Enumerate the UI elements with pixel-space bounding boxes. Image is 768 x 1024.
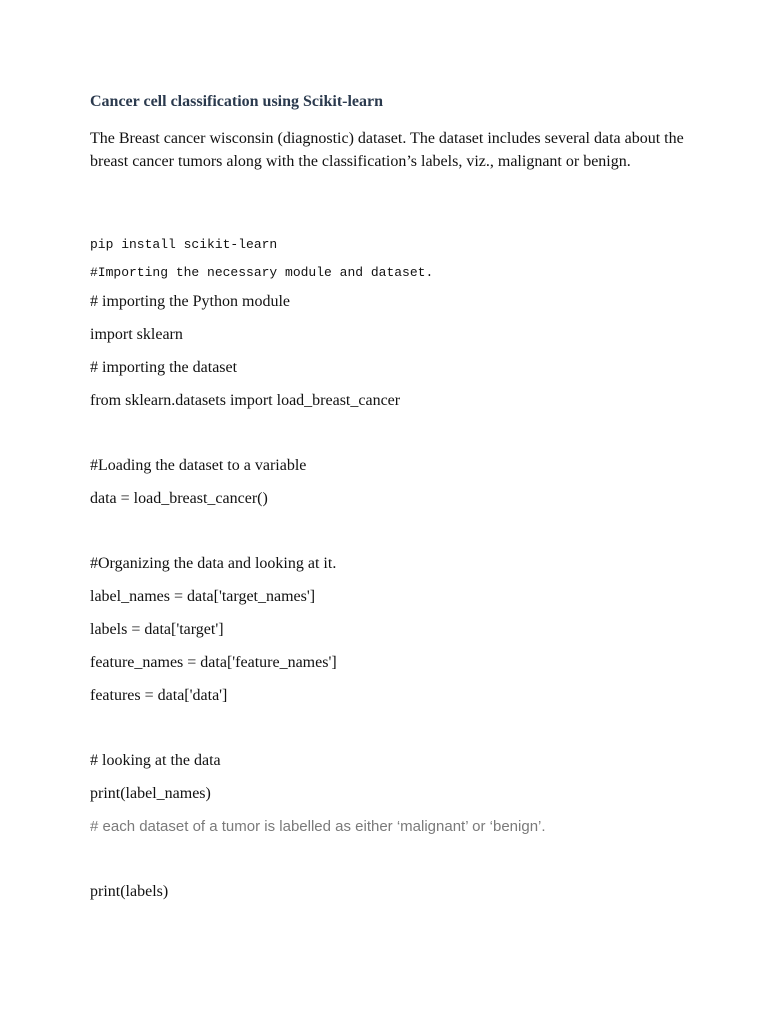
- code-line-loading-comment: #Loading the dataset to a variable: [90, 457, 307, 474]
- code-line-organizing-comment: #Organizing the data and looking at it.: [90, 555, 337, 572]
- code-line-import-comment: # importing the Python module: [90, 293, 290, 310]
- code-line-feature-names: feature_names = data['feature_names']: [90, 654, 337, 671]
- code-line-label-names: label_names = data['target_names']: [90, 588, 316, 605]
- code-line-labels: labels = data['target']: [90, 621, 224, 638]
- code-line-data-assign: data = load_breast_cancer(): [90, 490, 268, 507]
- code-line-looking-comment: # looking at the data: [90, 752, 221, 769]
- code-line-print-labels: print(labels): [90, 883, 169, 900]
- code-line-features: features = data['data']: [90, 687, 228, 704]
- intro-paragraph: The Breast cancer wisconsin (diagnostic) dataset. The dataset includes several data about the breast cancer tumors along with the classification’s labels, viz., malignant or benign.: [90, 130, 684, 170]
- code-line-dataset-comment: # importing the dataset: [90, 359, 238, 376]
- document-title: Cancer cell classification using Scikit-learn: [90, 93, 384, 110]
- code-line-import-sklearn: import sklearn: [90, 326, 183, 343]
- code-line-from-import: from sklearn.datasets import load_breast_cancer: [90, 392, 401, 409]
- code-line-importing-comment: #Importing the necessary module and dataset.: [90, 265, 434, 280]
- code-line-print-label-names: print(label_names): [90, 785, 211, 802]
- code-line-note-comment: # each dataset of a tumor is labelled as either ‘malignant’ or ‘benign’.: [90, 818, 546, 835]
- code-line-pip-install: pip install scikit-learn: [90, 237, 278, 252]
